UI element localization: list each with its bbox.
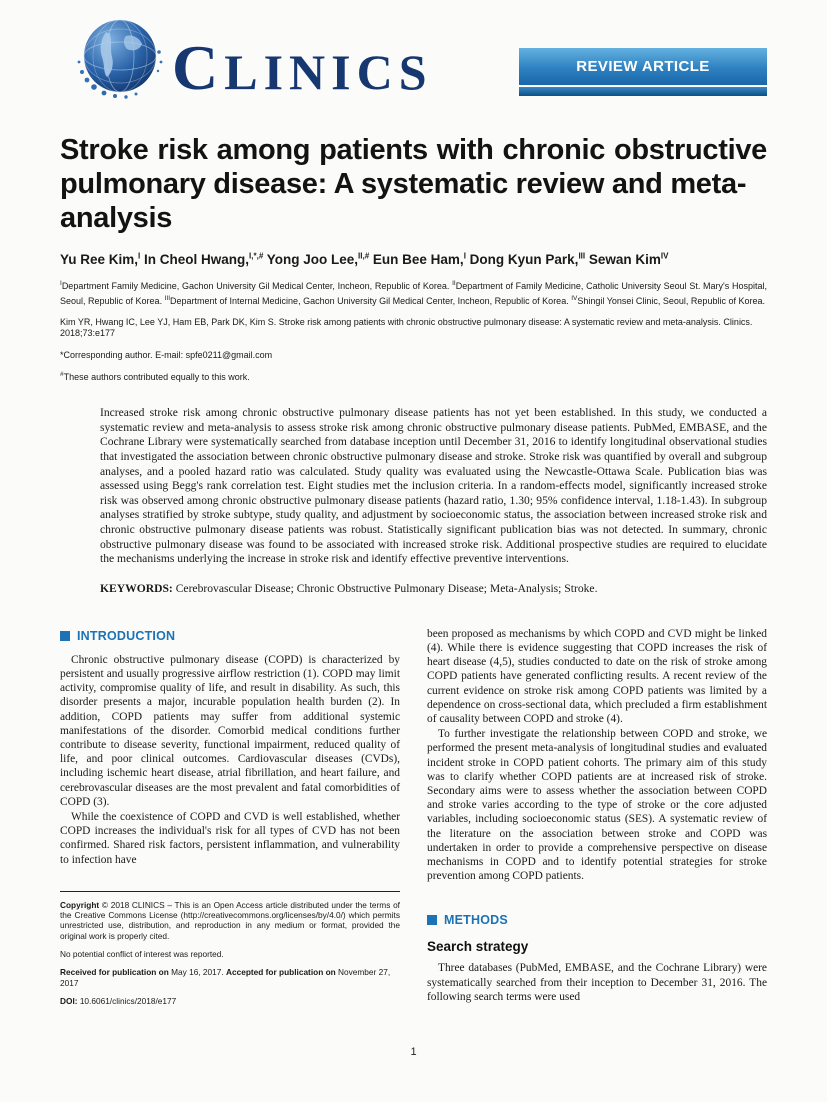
- doi-label: DOI:: [60, 995, 78, 1006]
- introduction-paragraph: been proposed as mechanisms by which COPD and CVD might be linked (4). While there is evidence suggesting that COPD increases the risk of heart disease (4,5), studies conducted to date on the risk of stroke among COPD patients have generated conflicting results. A recent review of the current evidence on stroke risk among COPD patients was limited by a dependence on cross-sectional data, which precluded a firm establishment of causality between COPD and stroke (4).: [427, 627, 767, 726]
- citation: Kim YR, Hwang IC, Lee YJ, Ham EB, Park DK, Kim S. Stroke risk among patients with chronic obstructive pulmonary disease: A systematic review and meta-analysis. Clinics. 2018;73:e177: [60, 317, 753, 339]
- badge-underbar: [519, 87, 767, 96]
- equal-contribution-note: #These authors contributed equally to this work.: [60, 371, 250, 383]
- received-accepted-dates: Received for publication on May 16, 2017. Accepted for publication on November 27, 2017: [60, 967, 391, 988]
- corresponding-note: *Corresponding author. E-mail: spfe0211@gmail.com: [60, 350, 273, 361]
- keywords-text: Cerebrovascular Disease; Chronic Obstructive Pulmonary Disease; Meta-Analysis; Stroke.: [172, 581, 598, 595]
- affiliation: $^{III}$Department of Internal Medicine, Gachon University Gil Medical Center, Incheon, Republic of Korea.: [164, 294, 572, 306]
- equal-contribution-marker: #: [60, 371, 64, 379]
- doi: [60, 996, 400, 1006]
- section-bullet-icon: [60, 631, 70, 641]
- corresponding-email-link[interactable]: spfe0211@gmail.com: [185, 350, 273, 361]
- subsection-search-strategy: Search strategy: [427, 939, 529, 955]
- article-title-line2: pulmonary disease: A systematic review and meta-analysis: [60, 167, 747, 234]
- author-affiliation-marker: II,#: [358, 251, 370, 261]
- affiliation: $^I$Department Family Medicine, Gachon University Gil Medical Center, Incheon, Republic of Korea.: [60, 280, 453, 292]
- article-body: [60, 627, 767, 1006]
- article-type-badge: REVIEW ARTICLE: [519, 48, 767, 85]
- affiliations: [60, 278, 767, 307]
- article-title: [60, 134, 767, 236]
- section-methods-heading: [427, 913, 767, 927]
- section-heading-label: INTRODUCTION: [77, 628, 176, 643]
- article-footnotes: [60, 900, 400, 1006]
- left-column: [60, 627, 400, 1006]
- abstract: Increased stroke risk among chronic obstructive pulmonary disease patients has not yet been established. In this study, we conducted a systematic review and meta-analysis to assess stroke risk among chronic obstructive pulmonary disease patients. PubMed, EMBASE, and the Cochrane Library were systematically searched from database inception until December 31, 2016 to identify longitudinal observational studies that investigated the association between chronic obstructive pulmonary disease and stroke. Stroke risk was quantified by overall and subgroup analyses, and a pooled hazard ratio was calculated. Study quality was evaluated using the Newcastle-Ottawa Scale. Publication bias was assessed using Begg's rank correlation test. Eight studies met the inclusion criteria. In a random-effects model, significantly increased stroke risk was observed among chronic obstructive pulmonary disease patients (hazard ratio, 1.30; 95% confidence interval, 1.18-1.43). In subgroup analyses stratified by stroke subtype, study quality, and adjustment by socioeconomic status, the association between increased stroke risk and chronic obstructive pulmonary disease patients was robust. Statistically significant publication bias was not detected. In summary, chronic obstructive pulmonary disease was found to be associated with increased stroke risk. Additional prospective studies are required to elucidate the mechanisms underlying the increase in stroke risk and identify effective preventive interventions.: [100, 406, 767, 566]
- author-affiliation-marker: I: [138, 251, 141, 261]
- section-bullet-icon: [427, 915, 437, 925]
- author-list: [60, 252, 767, 268]
- page-number: 1: [410, 1046, 417, 1058]
- author-affiliation-marker: III: [578, 251, 586, 261]
- section-heading-label: METHODS: [444, 913, 508, 928]
- doi-value: 10.6061/clinics/2018/e177: [77, 995, 177, 1006]
- conflict-of-interest-note: No potential conflict of interest was reported.: [60, 949, 224, 960]
- right-column: [427, 627, 767, 1006]
- author-affiliation-marker: I: [463, 251, 466, 261]
- journal-masthead: [60, 14, 767, 114]
- introduction-paragraph: While the coexistence of COPD and CVD is well established, whether COPD increases the individual's risk for all types of CVD has not been confirmed. Shared risk factors, persistent inflammation, and vulnerability to infection have: [60, 811, 400, 866]
- journal-logo: [74, 14, 433, 106]
- keywords-label: KEYWORDS:: [100, 581, 173, 595]
- affiliation: $^{II}$Department of Family Medicine, Catholic University Seoul St. Mary's Hospital, Seoul, Republic of Korea.: [60, 280, 767, 306]
- author: Yong Joo Lee,$^{II,\#}$: [263, 251, 370, 268]
- keywords: [100, 582, 767, 595]
- author-affiliation-marker: IV: [660, 251, 669, 261]
- methods-paragraph: Three databases (PubMed, EMBASE, and the Cochrane Library) were systematically searched from their inception to December 31, 2016. The following search terms were used: [427, 962, 767, 1003]
- author: Sewan Kim$^{IV}$: [585, 251, 669, 268]
- author: Yu Ree Kim,$^I$: [60, 251, 141, 268]
- introduction-paragraph: To further investigate the relationship between COPD and stroke, we performed the present meta-analysis of longitudinal studies and evaluated incident stroke in COPD patient cohorts. The primary aim of this study was to clarify whether COPD patients are at increased risk of stroke. Secondary aims were to assess whether the association between COPD and stroke varies according to the type of stroke or the core adjusted variables, including socioeconomic status (SES). A systematic review of the literature on the association between stroke and COPD was undertaken in order to provide a comprehensive perspective on disease mechanisms in COPD and to identify potential strategies for stroke prevention among COPD patients.: [427, 728, 767, 883]
- introduction-paragraph: Chronic obstructive pulmonary disease (COPD) is characterized by persistent and usually progressive airflow restriction (1). COPD may limit activity, compromise quality of life, and result in disability. As such, this disorder presents a major, incurable population health burden (2). In addition, COPD patients may suffer from additional systemic manifestations of the disorder. Comorbid medical conditions further contribute to disease severity, functional impairment, reduced quality of life, and poor clinical outcomes. Cardiovascular diseases (CVDs), including ischemic heart disease, atrial fibrillation, and heart failure, and cerebrovascular diseases are the most prevalent and fatal comorbidities of COPD (3).: [60, 653, 400, 808]
- author-affiliation-marker: I,*,#: [249, 251, 264, 261]
- author: Eun Bee Ham,$^I$: [369, 251, 466, 268]
- affiliation: $^{IV}$Shingil Yonsei Clinic, Seoul, Republic of Korea.: [571, 294, 765, 306]
- author: Dong Kyun Park,$^{III}$: [465, 251, 586, 268]
- article-title-line1: Stroke risk among patients with chronic obstructive: [60, 134, 767, 166]
- copyright-notice: Copyright © 2018 CLINICS – This is an Open Access article distributed under the terms of the Creative Commons License (http://creativecommons.org/licenses/by/4.0/) which permits unrestricted use, distribution, and reproduction in any medium or format, provided the original work is properly cited.: [60, 899, 400, 941]
- journal-name: CLINICS: [172, 32, 433, 103]
- article-type-banner: [519, 48, 767, 96]
- globe-logo-icon: [74, 14, 166, 106]
- author: In Cheol Hwang,$^{I,*,\#}$: [140, 251, 264, 268]
- footnote-divider: [60, 891, 400, 892]
- section-introduction-heading: [60, 629, 400, 643]
